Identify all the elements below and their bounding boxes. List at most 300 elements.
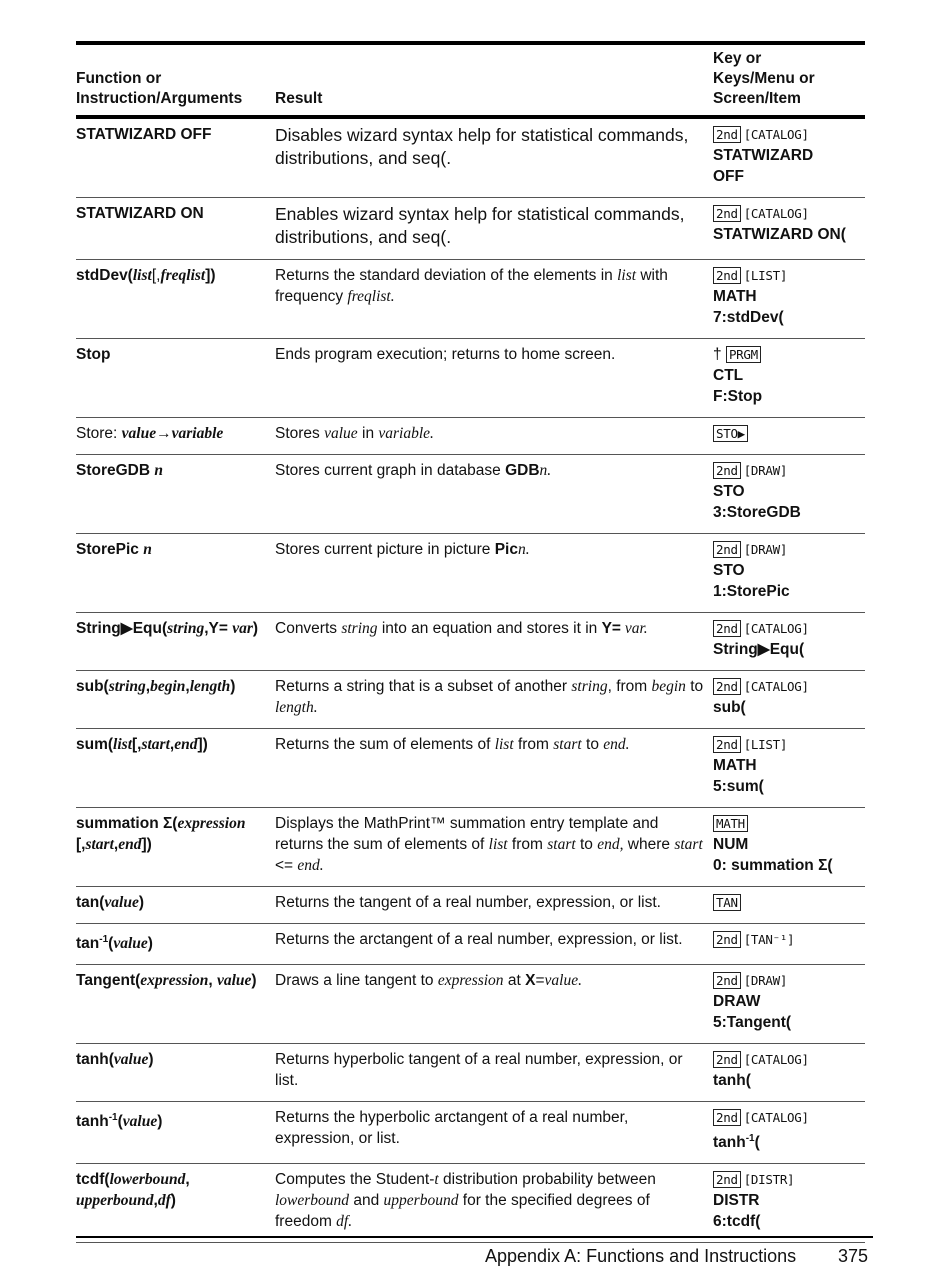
superscript: -1	[745, 1133, 755, 1145]
menu-item-text: F:Stop	[713, 388, 763, 405]
text-run: for the specified degrees of freedom	[275, 1192, 650, 1231]
second-function-key: [CATALOG]	[743, 679, 809, 694]
menu-item-text: STATWIZARD ON(	[713, 226, 846, 243]
text-run: [,	[132, 736, 142, 753]
menu-item-text: STO	[713, 562, 745, 579]
text-run: in	[357, 425, 379, 442]
menu-item-text: String▶Equ(	[713, 641, 805, 658]
text-run: Draws a line tangent to	[275, 972, 438, 990]
text-run: var	[232, 620, 253, 637]
key-line	[713, 344, 857, 365]
key-line	[713, 776, 857, 797]
text-run: )	[230, 678, 236, 695]
menu-item-text: 5:sum(	[713, 778, 764, 795]
text-run: and	[349, 1192, 384, 1210]
key-line	[713, 813, 857, 834]
menu-item-text: †	[713, 346, 726, 363]
keycap: 2nd	[713, 736, 741, 753]
function-cell	[76, 198, 275, 260]
result-cell	[275, 455, 713, 534]
text-run: value	[216, 972, 252, 990]
text-run: Store:	[76, 425, 122, 442]
keys-cell	[713, 1102, 865, 1164]
text-run: length	[189, 678, 231, 695]
second-function-key: [LIST]	[743, 268, 788, 283]
key-line	[713, 1169, 857, 1190]
table-row	[76, 339, 865, 418]
text-run: list	[494, 736, 514, 753]
function-cell	[76, 455, 275, 534]
key-line	[713, 1107, 857, 1128]
result-cell	[275, 729, 713, 808]
function-cell	[76, 808, 275, 887]
text-run: string	[167, 620, 205, 637]
result-cell	[275, 198, 713, 260]
result-cell	[275, 965, 713, 1044]
menu-item-text: 6:tcdf(	[713, 1213, 761, 1231]
second-function-key: [CATALOG]	[743, 206, 809, 221]
text-run: ,	[169, 736, 175, 753]
text-run: into an equation and stores it in	[377, 620, 602, 637]
text-run: ,	[153, 1192, 158, 1210]
function-cell	[76, 924, 275, 965]
keys-cell	[713, 339, 865, 418]
functions-table	[76, 41, 865, 1243]
text-run: to	[581, 736, 604, 753]
text-run: tcdf(	[76, 1171, 110, 1189]
key-line	[713, 1012, 857, 1033]
key-line	[713, 734, 857, 755]
text-run: list	[132, 267, 152, 284]
text-run: →	[156, 425, 172, 442]
key-line	[713, 481, 857, 502]
text-run: tan(	[76, 894, 105, 911]
menu-item-text: STATWIZARD	[713, 147, 814, 164]
result-cell	[275, 339, 713, 418]
text-run: stdDev(	[76, 267, 133, 284]
text-run: variable	[171, 425, 224, 442]
menu-item-text: sub(	[713, 699, 746, 716]
text-run: variable.	[378, 425, 434, 442]
text-run: ])	[205, 267, 216, 284]
text-run: summation Σ(	[76, 815, 178, 832]
text-run: value	[121, 425, 157, 442]
key-line	[713, 124, 857, 145]
text-run: tan	[76, 935, 100, 953]
text-run: string	[108, 678, 146, 695]
table-header	[76, 43, 865, 117]
result-cell	[275, 534, 713, 613]
text-run: Stores current graph in database	[275, 462, 506, 479]
text-run: Disables wizard syntax help for statistical commands, distributions, and seq(.	[275, 125, 689, 168]
keys-cell	[713, 887, 865, 924]
function-cell	[76, 1102, 275, 1164]
key-line	[713, 1049, 857, 1070]
keys-cell	[713, 455, 865, 534]
text-run: )	[157, 1113, 163, 1131]
text-run: Pic	[494, 541, 518, 558]
text-run: StoreGDB	[76, 462, 155, 479]
result-cell	[275, 418, 713, 455]
text-run: n.	[517, 541, 530, 558]
text-run: freqlist	[160, 267, 206, 284]
text-run: value	[122, 1113, 158, 1131]
keycap: 2nd	[713, 620, 741, 637]
key-line	[713, 560, 857, 581]
key-line	[713, 970, 857, 991]
table-row	[76, 260, 865, 339]
text-run: end.	[603, 736, 630, 753]
table-row	[76, 924, 865, 965]
function-cell	[76, 613, 275, 671]
result-cell	[275, 117, 713, 198]
text-run: ,	[185, 678, 190, 695]
table-row	[76, 534, 865, 613]
keys-cell	[713, 729, 865, 808]
second-function-key: [LIST]	[743, 737, 788, 752]
table-row	[76, 1044, 865, 1102]
text-run: ])	[197, 736, 208, 753]
text-run: ,	[113, 836, 119, 853]
text-run: [,	[151, 267, 161, 284]
text-run: Ends program execution; returns to home screen.	[275, 346, 616, 363]
text-run: at	[503, 972, 526, 990]
second-function-key: [CATALOG]	[743, 1052, 809, 1068]
keycap: 2nd	[713, 972, 741, 989]
text-run: )	[170, 1192, 176, 1210]
menu-item-text: tanh(	[713, 1072, 751, 1090]
text-run: Returns hyperbolic tangent of a real number, expression, or list.	[275, 1051, 683, 1090]
text-run: with frequency	[275, 267, 668, 305]
text-run: start	[553, 736, 582, 753]
second-function-key: [DISTR]	[743, 1172, 795, 1188]
function-cell	[76, 339, 275, 418]
text-run: string	[341, 620, 378, 637]
text-run: Enables wizard syntax help for statistical commands, distributions, and seq(.	[275, 204, 685, 247]
table-row	[76, 455, 865, 534]
key-line	[713, 460, 857, 481]
keycap: TAN	[713, 894, 741, 911]
text-run: sub(	[76, 678, 109, 695]
table-row	[76, 965, 865, 1044]
keys-cell	[713, 1164, 865, 1243]
table-body	[76, 117, 865, 1243]
keycap: 2nd	[713, 126, 741, 143]
menu-item-text: (	[754, 1134, 760, 1152]
function-cell	[76, 534, 275, 613]
keys-cell	[713, 808, 865, 887]
text-run: expression	[177, 815, 246, 832]
text-run: Returns the sum of elements of	[275, 736, 495, 753]
keycap: 2nd	[713, 1171, 741, 1188]
second-function-key: [DRAW]	[743, 973, 788, 989]
text-run: Returns the tangent of a real number, expression, or list.	[275, 894, 661, 911]
table-row	[76, 117, 865, 198]
key-line	[713, 991, 857, 1012]
text-run: start	[547, 836, 576, 853]
key-line	[713, 1128, 857, 1153]
text-run: X	[525, 972, 536, 990]
text-run: string	[571, 678, 608, 695]
text-run: where	[623, 836, 675, 853]
key-line	[713, 855, 857, 876]
menu-item-text: 0: summation Σ(	[713, 857, 833, 874]
key-line	[713, 892, 857, 913]
menu-item-text: STO	[713, 483, 745, 500]
keycap: STO▶	[713, 425, 748, 442]
key-line	[713, 307, 857, 328]
text-run: t	[434, 1171, 439, 1189]
function-cell	[76, 260, 275, 339]
result-cell	[275, 1102, 713, 1164]
keys-cell	[713, 671, 865, 729]
keycap: 2nd	[713, 1051, 741, 1068]
keycap: 2nd	[713, 462, 741, 479]
result-cell	[275, 808, 713, 887]
keys-cell	[713, 534, 865, 613]
key-line	[713, 929, 857, 950]
keycap: 2nd	[713, 931, 741, 948]
text-run: GDB	[505, 462, 540, 479]
menu-item-text: 5:Tangent(	[713, 1014, 792, 1032]
key-line	[713, 639, 857, 660]
text-run: -1	[108, 1112, 118, 1124]
text-run: lowerbound	[109, 1171, 186, 1189]
text-run: n.	[539, 462, 552, 479]
text-run: df.	[336, 1213, 353, 1231]
key-line	[713, 834, 857, 855]
table-row	[76, 729, 865, 808]
function-cell	[76, 418, 275, 455]
key-line	[713, 203, 857, 224]
text-run: Y=	[601, 620, 621, 637]
key-line	[713, 224, 857, 245]
text-run: =	[535, 972, 545, 990]
menu-item-text: MATH	[713, 288, 757, 305]
header-function: Function or Instruction/Arguments	[76, 70, 243, 107]
text-run: STATWIZARD OFF	[76, 126, 212, 143]
text-run: Returns a string that is a subset of another	[275, 678, 572, 695]
function-cell	[76, 1164, 275, 1243]
text-run: tanh(	[76, 1051, 114, 1069]
text-run: Returns the hyperbolic arctangent of a real number, expression, or list.	[275, 1109, 629, 1148]
text-run: n	[154, 462, 163, 479]
table-row	[76, 887, 865, 924]
text-run: df	[157, 1192, 171, 1210]
text-run: , from	[607, 678, 652, 695]
text-run: begin	[150, 678, 186, 695]
text-run: sum(	[76, 736, 114, 753]
text-run: ])	[141, 836, 152, 853]
text-run: end,	[597, 836, 624, 853]
function-cell	[76, 671, 275, 729]
text-run: value.	[544, 972, 582, 990]
key-line	[713, 1190, 857, 1211]
menu-item-text: 3:StoreGDB	[713, 504, 801, 521]
text-run: <=	[275, 857, 298, 874]
text-run: Stores	[275, 425, 325, 442]
function-cell	[76, 887, 275, 924]
table-row	[76, 418, 865, 455]
menu-item-text: MATH	[713, 757, 757, 774]
text-run: start	[674, 836, 703, 853]
keys-cell	[713, 418, 865, 455]
menu-item-text: OFF	[713, 168, 744, 185]
footer-title: Appendix A: Functions and Instructions	[485, 1246, 797, 1266]
text-run: Computes the Student-	[275, 1171, 435, 1189]
menu-item-text: CTL	[713, 367, 744, 384]
text-run: lowerbound	[275, 1192, 350, 1210]
text-run: -1	[99, 934, 109, 945]
keys-cell	[713, 117, 865, 198]
text-run: Converts	[275, 620, 342, 637]
key-line	[713, 755, 857, 776]
key-line	[713, 386, 857, 407]
text-run: )	[148, 1051, 154, 1069]
text-run: start	[85, 836, 114, 853]
result-cell	[275, 613, 713, 671]
result-cell	[275, 1164, 713, 1243]
result-cell	[275, 1044, 713, 1102]
text-run: STATWIZARD ON	[76, 205, 204, 222]
text-run: start	[141, 736, 170, 753]
text-run: String▶Equ(	[76, 620, 168, 637]
header-keys: Key or Keys/Menu or Screen/Item	[713, 50, 815, 107]
second-function-key: [CATALOG]	[743, 127, 809, 142]
function-cell	[76, 729, 275, 808]
text-run: tanh	[76, 1113, 109, 1131]
keycap: 2nd	[713, 541, 741, 558]
text-run: )	[138, 894, 145, 911]
key-line	[713, 286, 857, 307]
text-run: Displays the MathPrint™ summation entry template and returns the sum of elements of	[275, 815, 659, 853]
table-row	[76, 613, 865, 671]
key-line	[713, 166, 857, 187]
second-function-key: [CATALOG]	[743, 1110, 809, 1126]
key-line	[713, 1070, 857, 1091]
function-cell	[76, 117, 275, 198]
result-cell	[275, 924, 713, 965]
function-cell	[76, 965, 275, 1044]
key-line	[713, 145, 857, 166]
key-line	[713, 1211, 857, 1232]
result-cell	[275, 260, 713, 339]
key-line	[713, 581, 857, 602]
function-cell	[76, 1044, 275, 1102]
keycap: 2nd	[713, 267, 741, 284]
keys-cell	[713, 924, 865, 965]
text-run: from	[513, 736, 554, 753]
text-run: begin	[651, 678, 686, 695]
table-row	[76, 198, 865, 260]
text-run: Tangent(	[76, 972, 141, 990]
keycap: MATH	[713, 815, 748, 832]
text-run: var.	[620, 620, 648, 637]
text-run: length.	[275, 699, 318, 716]
key-line	[713, 539, 857, 560]
keycap: 2nd	[713, 205, 741, 222]
text-run: ,	[185, 1171, 190, 1189]
second-function-key: [CATALOG]	[743, 621, 809, 636]
text-run: to	[575, 836, 598, 853]
text-run: end.	[297, 857, 324, 874]
second-function-key: [TAN⁻¹]	[743, 932, 795, 947]
table-row	[76, 671, 865, 729]
text-run: to	[685, 678, 704, 695]
table-row	[76, 1164, 865, 1243]
text-run: )	[252, 620, 259, 637]
text-run: (	[117, 1113, 123, 1131]
text-run: value	[324, 425, 358, 442]
footer-rule	[76, 1236, 873, 1238]
keys-cell	[713, 198, 865, 260]
text-run: StorePic	[76, 541, 144, 558]
keycap: PRGM	[726, 346, 761, 363]
text-run: ,	[208, 972, 217, 990]
keys-cell	[713, 965, 865, 1044]
key-line	[713, 502, 857, 523]
keycap: 2nd	[713, 1109, 741, 1126]
text-run: list	[113, 736, 132, 753]
text-run: Stores current picture in picture	[275, 541, 495, 558]
text-run: upperbound	[383, 1192, 459, 1210]
menu-item-text: NUM	[713, 836, 749, 853]
result-cell	[275, 671, 713, 729]
text-run: end	[174, 736, 198, 753]
keys-cell	[713, 1044, 865, 1102]
text-run: upperbound	[76, 1192, 154, 1210]
second-function-key: [DRAW]	[743, 542, 788, 557]
keys-cell	[713, 260, 865, 339]
table-row	[76, 808, 865, 887]
text-run: Returns the standard deviation of the elements in	[275, 267, 618, 284]
text-run: Stop	[76, 346, 111, 363]
text-run: (	[108, 935, 114, 953]
text-run: value	[104, 894, 139, 911]
text-run: [,	[76, 836, 86, 853]
text-run: from	[507, 836, 548, 853]
text-run: value	[113, 935, 148, 953]
text-run: )	[147, 935, 153, 953]
second-function-key: [DRAW]	[743, 463, 788, 478]
menu-item-text: DISTR	[713, 1192, 760, 1210]
key-line	[713, 618, 857, 639]
key-line	[713, 423, 857, 444]
text-run: expression	[437, 972, 504, 990]
page-number: 375	[838, 1246, 869, 1266]
text-run: )	[251, 972, 257, 990]
text-run: end	[118, 836, 142, 853]
text-run: distribution probability between	[438, 1171, 656, 1189]
text-run: freqlist.	[347, 288, 395, 305]
text-run: ,Y=	[204, 620, 233, 637]
text-run: n	[143, 541, 152, 558]
key-line	[713, 265, 857, 286]
menu-item-text: tanh	[713, 1134, 746, 1152]
key-line	[713, 676, 857, 697]
text-run: Returns the arctangent of a real number, expression, or list.	[275, 931, 683, 948]
text-run: list	[617, 267, 637, 284]
table-row	[76, 1102, 865, 1164]
result-cell	[275, 887, 713, 924]
text-run: value	[113, 1051, 149, 1069]
menu-item-text: 7:stdDev(	[713, 309, 784, 326]
text-run: list	[488, 836, 508, 853]
key-line	[713, 697, 857, 718]
text-run: ,	[145, 678, 151, 695]
key-line	[713, 365, 857, 386]
keys-cell	[713, 613, 865, 671]
